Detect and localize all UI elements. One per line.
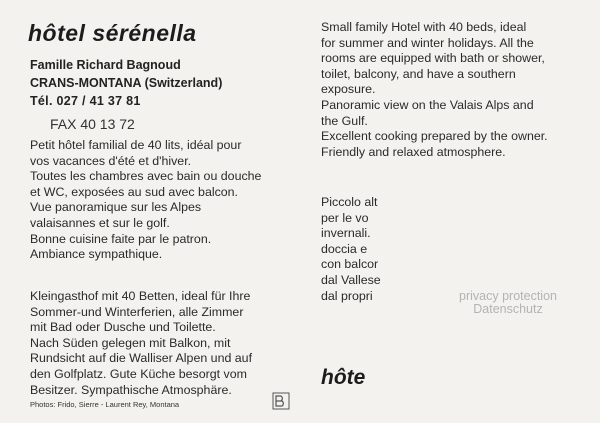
hotel-location: CRANS-MONTANA (Switzerland)	[30, 76, 223, 90]
owner-family: Famille Richard Bagnoud	[30, 58, 181, 72]
privacy-line-2: Datenschutz	[473, 302, 543, 316]
telephone-number: Tél. 027 / 41 37 81	[30, 94, 141, 108]
description-italian: Piccolo alt per le vo invernali. doccia e con balcor dal Vallese dal propri	[321, 195, 381, 303]
photo-credits: Photos: Frido, Sierre - Laurent Rey, Montana	[30, 400, 180, 409]
privacy-watermark	[428, 290, 588, 316]
privacy-line-1: privacy protection	[459, 289, 557, 303]
description-german: Kleingasthof mit 40 Betten, ideal für Ihre Sommer-und Winterferien, alle Zimmer mit Bad oder Dusche und Toilette. Nach Süden gelegen mit Balkon, mit Rundsicht auf die Walliser Alpen und auf den Golfplatz. Gute Küche besorgt vom Besitzer. Sympathische Atmosphäre.	[30, 289, 253, 397]
fax-number: FAX 40 13 72	[50, 116, 135, 132]
description-french: Petit hôtel familial de 40 lits, idéal pour vos vacances d'été et d'hiver. Toutes les chambres avec bain ou douche et WC, exposées au sud avec balcon. Vue panoramique sur les Alpes valaisannes et sur le golf. Bonne cuisine faite par le patron. Ambiance sympathique.	[30, 138, 262, 262]
footer-hotel-mark: hôte	[321, 366, 366, 389]
publisher-logo-icon	[272, 392, 290, 410]
description-english: Small family Hotel with 40 beds, ideal for summer and winter holidays. All the rooms are equipped with bath or shower, toilet, balcony, and have a southern exposure. Panoramic view on the Valais Alps and the Gulf. Excellent cooking prepared by the owner. Friendly and relaxed atmosphere.	[321, 20, 548, 159]
hotel-title: hôtel sérénella	[28, 20, 197, 46]
